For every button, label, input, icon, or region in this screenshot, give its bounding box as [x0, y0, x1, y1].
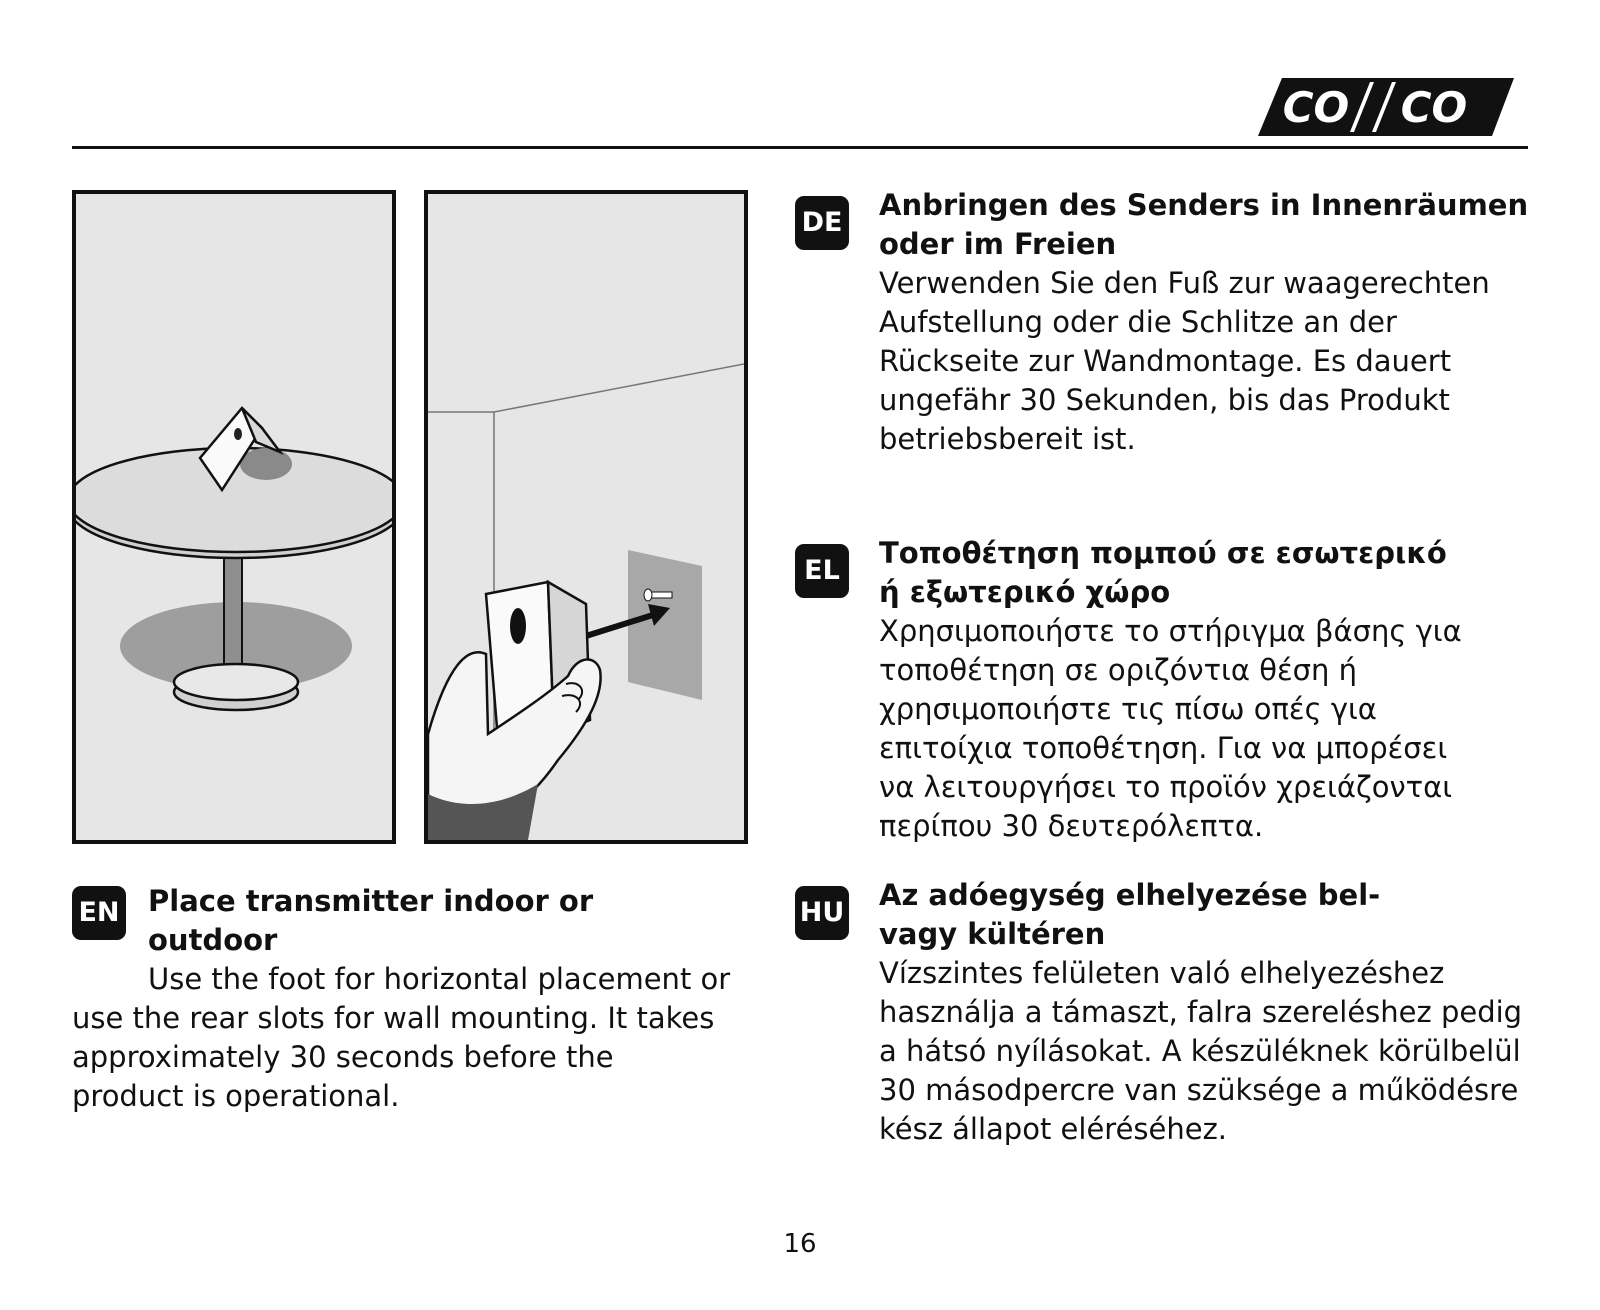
section-heading-en: Place transmitter indoor or outdoor — [148, 884, 594, 957]
section-body-el: Χρησιμοποιήστε το στήριγμα βάσης για τοποθέτηση σε οριζόντια θέση ή χρησιμοποιήστε τις πίσω οπές για επιτοίχια τοποθέτηση. Για να μπορέσει να λειτουργήσει το προϊόν χρειάζονται περίπου 30 δευτερόλεπτα. — [879, 614, 1462, 843]
section-heading-hu: Az adóegység elhelyezése bel- vagy kültéren — [879, 878, 1381, 951]
language-badge-hu: HU — [795, 886, 849, 940]
logo-text-left: CO — [1282, 83, 1350, 132]
header-rule — [72, 146, 1528, 149]
section-body-de: Verwenden Sie den Fuß zur waagerechten Aufstellung oder die Schlitze an der Rückseite zur Wandmontage. Es dauert ungefähr 30 Sekunden, bis das Produkt betriebsbereit ist. — [879, 266, 1490, 456]
section-heading-el: Τοποθέτηση πομπού σε εσωτερικό ή εξωτερικό χώρο — [879, 536, 1447, 609]
section-de — [879, 186, 1539, 459]
section-hu — [879, 876, 1539, 1149]
coco-logo — [1258, 74, 1514, 140]
logo-text-right: CO — [1400, 83, 1468, 132]
section-en — [72, 882, 732, 1116]
page-number: 16 — [783, 1229, 817, 1259]
section-body-en: Use the foot for horizontal placement or use the rear slots for wall mounting. It takes approximately 30 seconds before the product is operational. — [72, 962, 731, 1113]
section-heading-de: Anbringen des Senders in Innenräumen oder im Freien — [879, 188, 1529, 261]
section-el — [879, 534, 1539, 846]
transmitter-on-table-illustration — [72, 190, 396, 844]
language-badge-el: EL — [795, 544, 849, 598]
section-body-hu: Vízszintes felületen való elhelyezéshez használja a támaszt, falra szereléshez pedig a hátsó nyílásokat. A készüléknek körülbelül 30 másodpercre van szüksége a működésre kész állapot eléréséhez. — [879, 956, 1523, 1146]
language-badge-de: DE — [795, 196, 849, 250]
language-badge-en: EN — [72, 886, 126, 940]
transmitter-wall-mount-illustration — [424, 190, 748, 844]
